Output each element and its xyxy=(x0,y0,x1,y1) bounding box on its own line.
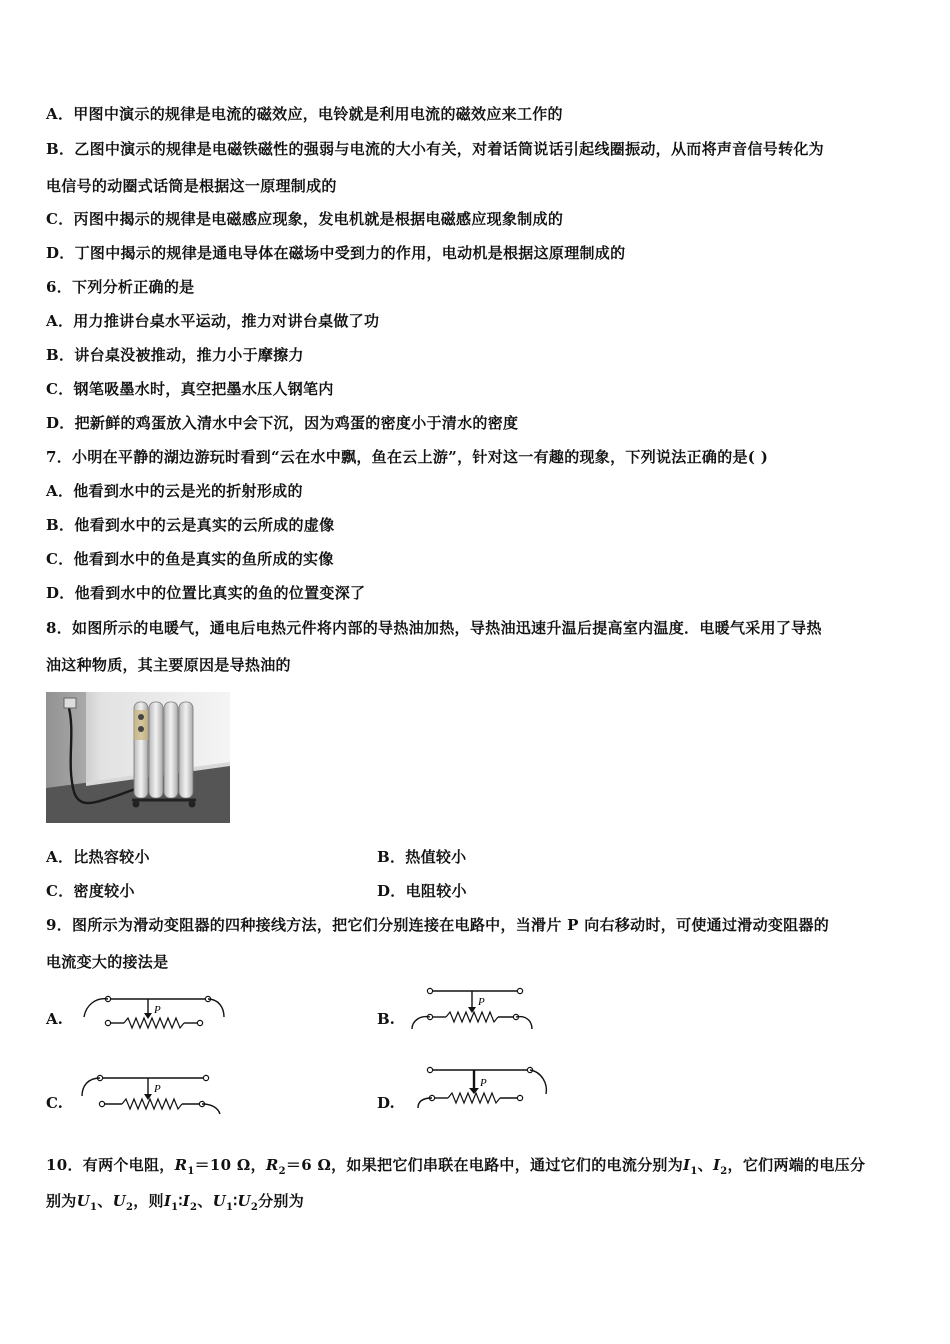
q9-stem-line1: 9．图所示为滑动变阻器的四种接线方法，把它们分别连接在电路中，当滑片 P 向右移动时，可使通过滑动变阻器的 xyxy=(46,916,830,934)
q7-option-c: C．他看到水中的鱼是真实的鱼所成的实像 xyxy=(46,550,334,568)
q8-stem-line2: 油这种物质，其主要原因是导热油的 xyxy=(46,656,291,674)
q8-option-b: B．热值较小 xyxy=(377,848,467,866)
rheostat-diagram-b xyxy=(408,983,538,1033)
slider-p-label-c: P xyxy=(154,1083,161,1095)
q7-stem: 7．小明在平静的湖边游玩时看到“云在水中飘，鱼在云上游”，针对这一有趣的现象，下列说法正确的是( ) xyxy=(46,448,769,466)
q8-option-c: C．密度较小 xyxy=(46,882,135,900)
q9-option-b-label: B. xyxy=(377,1010,395,1028)
q5-option-b-line1: B．乙图中演示的规律是电磁铁磁性的强弱与电流的大小有关，对着话筒说话引起线圈振动，从而将声音信号转化为 xyxy=(46,140,824,158)
q6-option-d: D．把新鲜的鸡蛋放入清水中会下沉，因为鸡蛋的密度小于清水的密度 xyxy=(46,414,519,432)
q5-option-b-line2: 电信号的动圈式话筒是根据这一原理制成的 xyxy=(46,177,337,195)
q10-stem-line1: 10．有两个电阻，$R_1=10$ Ω，$R_2=6$ Ω，如果把它们串联在电路中，通过它们的电流分别为$I_1$、$I_2$，它们两端的电压分 xyxy=(46,1156,866,1177)
rheostat-diagram-a xyxy=(78,987,228,1035)
q7-option-a: A．他看到水中的云是光的折射形成的 xyxy=(46,482,303,500)
q7-option-d: D．他看到水中的位置比真实的鱼的位置变深了 xyxy=(46,584,366,602)
slider-p-label-a: P xyxy=(154,1004,161,1016)
q9-option-d-label: D. xyxy=(377,1094,395,1112)
q6-option-c: C．钢笔吸墨水时，真空把墨水压人钢笔内 xyxy=(46,380,334,398)
oil-heater-photo xyxy=(46,692,230,823)
q9-option-a-label: A. xyxy=(46,1010,63,1028)
rheostat-diagram-d xyxy=(412,1062,552,1114)
q5-option-a: A．甲图中演示的规律是电流的磁效应，电铃就是利用电流的磁效应来工作的 xyxy=(46,105,563,123)
q6-option-b: B．讲台桌没被推动，推力小于摩擦力 xyxy=(46,346,304,364)
q8-option-a: A．比热容较小 xyxy=(46,848,150,866)
q7-option-b: B．他看到水中的云是真实的云所成的虚像 xyxy=(46,516,335,534)
q5-option-c: C．丙图中揭示的规律是电磁感应现象，发电机就是根据电磁感应现象制成的 xyxy=(46,210,564,228)
q8-option-d: D．电阻较小 xyxy=(377,882,467,900)
q6-option-a: A．用力推讲台桌水平运动，推力对讲台桌做了功 xyxy=(46,312,380,330)
rheostat-diagram-c xyxy=(78,1068,228,1118)
q9-stem-line2: 电流变大的接法是 xyxy=(46,953,169,971)
q9-option-c-label: C. xyxy=(46,1094,63,1112)
slider-p-label-d: P xyxy=(480,1077,487,1089)
q10-stem-line2: 别为$U_1$、$U_2$，则$I_1∶I_2$、$U_1∶U_2$分别为 xyxy=(46,1192,304,1213)
q6-stem: 6．下列分析正确的是 xyxy=(46,278,195,296)
slider-p-label-b: P xyxy=(478,996,485,1008)
q8-stem-line1: 8．如图所示的电暖气，通电后电热元件将内部的导热油加热，导热油迅速升温后提高室内温度．电暖气采用了导热 xyxy=(46,619,822,637)
q5-option-d: D．丁图中揭示的规律是通电导体在磁场中受到力的作用，电动机是根据这原理制成的 xyxy=(46,244,626,262)
